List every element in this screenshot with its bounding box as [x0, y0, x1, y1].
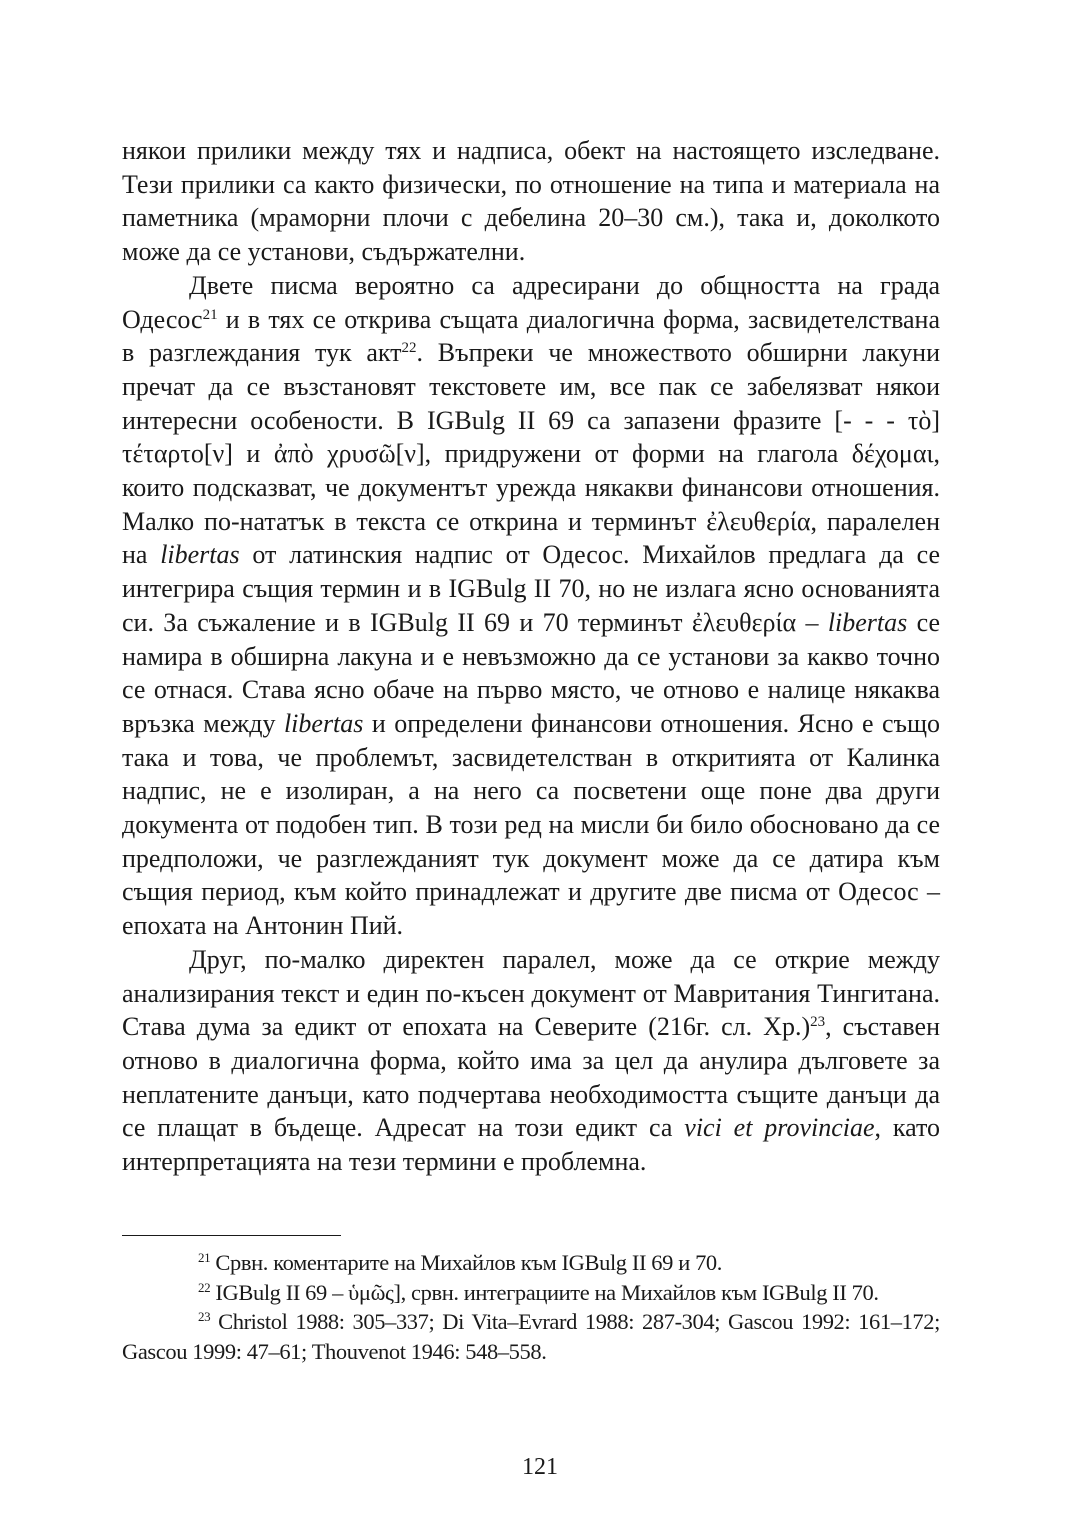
footnote-ref-22: 22 [401, 340, 417, 357]
page-number: 121 [522, 1454, 558, 1480]
paragraph-text: се намира в обширна лакуна и е невъзможно да се установи за какво точно се отнася. Става ясно обаче на първо място, че отново е налице някаква връзка между [122, 607, 941, 738]
footnote-22 [122, 1278, 940, 1308]
footnote-ref-21: 21 [202, 306, 218, 323]
footnotes [122, 1248, 940, 1366]
footnote-number: 21 [198, 1250, 211, 1265]
paragraph-3 [122, 943, 940, 1179]
paragraph-text: . Въпреки че множеството обширни лакуни пречат да се възстановят текстовете им, все пак се забелязват някои интересни особености. В IGBulg II 69 са запазени фразите [- - - τὸ] τέταρτο[ν] и ἀπὸ χρυσῶ[ν], придружени от форми на глагола δέχομαι, които подсказват, че документът урежда някакви финансови отношения. Малко по-нататък в текста се открина и терминът ἐλευθερία, паралелен на [122, 338, 940, 570]
footnote-number: 22 [198, 1279, 211, 1295]
paragraph-text: , като интерпретацията на тези термини е проблемна. [122, 1113, 940, 1177]
footnote-text: Christol 1988: 305–337; Di Vita–Evrard 1988: 287-304; Gascou 1992: 161–172; Gascou 1999: 47–61; Thouvenot 1946: 548–558. [122, 1309, 940, 1364]
italic-term: vici et provinciae [684, 1113, 875, 1143]
paragraph-text: от латинския надпис от Одесос. Михайлов предлага да се интегрира същия термин и в IGBulg II 70, но не излага ясно основанията си. За съжаление и в IGBulg II 69 и 70 терминът ἐλευθερία – [122, 540, 940, 637]
paragraph-text: Друг, по-малко директен паралел, може да се открие между анализирания текст и един по-късен документ от Мавритания Тингитана. Става дума за едикт от епохата на Северите (216г. сл. Хр.) [122, 944, 940, 1042]
footnote-23 [122, 1307, 940, 1366]
paragraph-text: някои прилики между тях и надписа, обект на настоящето изследване. Тези прилики са както физически, по отношение на типа и материала на паметника (мраморни плочи с дебелина 20–30 см.), така и, доколкото може да се установи, съдържателни. [122, 136, 940, 267]
paragraph-text: и определени финансови отношения. Ясно е също така и това, че проблемът, засвидетелстван в откритията от Калинка надпис, не е изолиран, а на него са посветени още поне два други документа от подобен тип. В този ред на мисли би било обосновано да се предположи, че разглежданият тук документ може да се датира към същия период, към който принадлежат и другите две писма от Одесос – епохата на Антонин Пий. [122, 708, 940, 941]
italic-term: libertas [827, 607, 908, 637]
footnote-text: IGBulg II 69 – ὑμῶς], срвн. интеграциите на Михайлов към IGBulg II 70. [210, 1279, 879, 1305]
paragraph-2 [122, 269, 940, 943]
main-text [122, 134, 940, 1179]
italic-term: libertas [160, 540, 240, 570]
footnote-21 [122, 1248, 940, 1278]
footnote-separator [122, 1235, 341, 1236]
paragraph-1 [122, 134, 940, 269]
footnote-number: 23 [198, 1309, 211, 1324]
footnote-ref-23: 23 [810, 1014, 826, 1031]
paragraph-text: и в тях се открива същата диалогична форма, засвидетелствана в разглеждания тук акт [122, 304, 940, 368]
italic-term: libertas [283, 708, 364, 738]
paragraph-text: , съставен отново в диалогична форма, който има за цел да анулира дълговете за неплатените данъци, като подчертава необходимостта същите данъци да се плащат в бъдеще. Адресат на този едикт са [122, 1012, 940, 1143]
paragraph-text: Двете писма вероятно са адресирани до общността на града Одесос [122, 270, 940, 334]
footnote-text: Срвн. коментарите на Михайлов към IGBulg II 69 и 70. [210, 1250, 722, 1275]
